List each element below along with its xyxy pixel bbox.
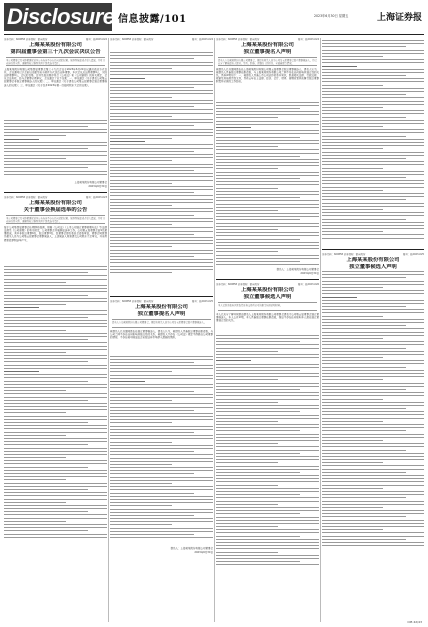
notice-title: 独立董事提名人声明 xyxy=(243,49,292,55)
article-separator xyxy=(216,279,319,280)
body-text-block xyxy=(4,266,107,566)
article-separator xyxy=(322,249,424,250)
newspaper-name: 上海证券报 xyxy=(376,13,422,23)
signature: 提名人：上海某某股份有限公司董事会 xyxy=(170,546,213,550)
security-code: 证券代码：600858 证券简称：银座股份 xyxy=(110,300,154,303)
company-name: 上海某某股份有限公司 xyxy=(241,287,294,294)
nominator-statement: 提名人上海某某股份有限公司董事会，现提名相关人员为公司第五届董事会独立董事候选人。 xyxy=(112,319,211,328)
notice-body: 被提名人已书面同意出任上海某某股份有限公司第五届董事会独立董事候选人。提名人认为，被提名人具备独立董事任职资格，与上海某某股份有限公司之间不存在任何影响其独立性的关系，具体声明如下：一、被提名人具备上市公司运作的基本知识，熟悉相关法律、行政法规、规章及其他规范性文件，具有五年以上法律、经济、会计、财务、管理或者其他履行独立董事职责所必需的工作经验。 xyxy=(216,67,319,84)
disclosure-logo: Disclosure xyxy=(4,3,112,31)
notice-body: 上海某某股份有限公司第四届董事会第三十九次会议于2023年6月29日以通讯表决方式召开，会议通知已于会前以书面及电子邮件方式送达全体董事。本次会议应出席董事9人，实际出席董事9人。会议的召集、召开及表决程序符合《公司法》和《公司章程》的有关规定，会议合法有效。经与会董事认真审议，会议通过了以下议案：一、审议通过《关于提名公司第五届董事会非独立董事候选人的议案》；二、审议通过《关于提名公司第五届董事会独立董事候选人的议案》；三、审议通过《关于召开2023年第一次临时股东大会的议案》。 xyxy=(4,67,107,87)
signature-date: 2023年6月30日 xyxy=(300,271,319,275)
column-divider xyxy=(320,38,321,622)
security-code: 证券代码：600858 证券简称：银座股份 xyxy=(216,38,260,41)
column-divider xyxy=(108,38,109,622)
nominator-statement: 提名人上海某某股份有限公司董事会，现提名相关人员为公司第五届董事会独立董事候选人，并已充分了解被提名人职业、学历、职称、详细的工作经历、全部兼职等情况。 xyxy=(218,58,317,65)
notice-number: 编号：临2023-024 xyxy=(191,38,213,41)
security-code: 证券代码：600858 证券简称：银座股份 xyxy=(4,196,48,200)
security-code: 证券代码：600858 证券简称：银座股份 xyxy=(110,38,154,41)
notice-body: 本人已充分了解并同意由提名人上海某某股份有限公司董事会提名为公司第五届董事会独立董事候选人。本人公开声明，本人具备独立董事任职资格，保证不存在任何影响本人担任独立董事独立性的关系。 xyxy=(216,312,319,323)
company-name: 上海某某股份有限公司 xyxy=(135,304,188,310)
notice-number: 编号：临2023-026 xyxy=(297,283,319,287)
notice-title: 独立董事候选人声明 xyxy=(243,294,292,301)
section-title: 信息披露/101 xyxy=(118,14,187,25)
company-name: 上海某某股份有限公司 xyxy=(346,257,400,263)
column-divider xyxy=(214,38,215,622)
column-3 xyxy=(216,38,319,622)
signature-date: 2023年6月30日 xyxy=(88,184,107,188)
body-text-block xyxy=(216,102,319,267)
column-4 xyxy=(322,38,424,622)
body-text-block xyxy=(322,40,424,245)
security-code: 证券代码：600858 证券简称：银座股份 xyxy=(4,38,48,41)
notice-body: 被提名人已书面同意出任独立董事候选人。提名人认为，被提名人具备独立董事任职资格，与公司之间不存在任何影响其独立性的关系。被提名人不存在《公司法》规定不得担任公司董事的情形，不存在被中国证监会采取证券市场禁入措施的情形。 xyxy=(110,329,213,339)
notice-number: 编号：临2023-022 xyxy=(85,38,107,41)
notice-title: 第四届董事会第三十九次会议决议公告 xyxy=(10,49,101,55)
signature-date: 2023年6月30日 xyxy=(194,550,213,554)
masthead-rule xyxy=(4,34,424,35)
notice-number: 编号：临2023-024 xyxy=(297,38,319,41)
article-separator xyxy=(4,192,107,193)
body-text-block xyxy=(110,52,213,292)
company-name: 上海某某股份有限公司 xyxy=(29,42,82,48)
notice-body: 鉴于公司第四届董事会任期即将届满，根据《公司法》《上市公司独立董事管理办法》等法律法规及《公司章程》的有关规定，公司董事会开展换届选举工作。公司第五届董事会由9名董事组成，其中非独立董事6名，独立董事3名。经董事会提名委员会资格审查，董事会同意提名相关人员为公司第五届董事会董事候选人，上述候选人尚需提交公司股东大会审议，并采用累积投票制选举产生。 xyxy=(4,225,107,242)
notice-number: 编号：临2023-025 xyxy=(402,253,424,256)
signature: 提名人：上海某某股份有限公司董事会 xyxy=(276,267,319,271)
notice-number: 编号：临2023-025 xyxy=(191,300,213,303)
article-separator xyxy=(110,296,213,297)
company-name: 上海某某股份有限公司 xyxy=(241,42,294,48)
notice-title: 独立董事候选人声明 xyxy=(349,264,397,270)
masthead xyxy=(4,3,424,33)
issue-date: 2023年6月30日 星期五 xyxy=(314,14,349,18)
security-code: 证券代码：600858 证券简称：银座股份 xyxy=(322,253,366,256)
board-statement: 本公司董事会及全体董事保证本公告内容不存在任何虚假记载、误导性陈述或者重大遗漏，并对其内容的真实性、准确性和完整性承担个别及连带责任。 xyxy=(6,58,105,65)
notice-number: 编号：临2023-023 xyxy=(85,196,107,200)
column-2 xyxy=(110,38,213,622)
notice-title: 关于董事会换届选举的公告 xyxy=(23,207,88,214)
board-statement: 本公司董事会及全体董事保证本公告内容不存在任何虚假记载、误导性陈述或者重大遗漏，并对其内容的真实性、准确性和完整性承担个别及连带责任。 xyxy=(6,216,105,223)
company-name: 上海某某股份有限公司 xyxy=(29,200,82,207)
body-text-block xyxy=(216,335,319,585)
body-text-block xyxy=(110,356,213,546)
signature: 上海某某股份有限公司董事会 xyxy=(74,180,107,184)
body-text-block xyxy=(322,271,424,571)
security-code: 证券代码：600858 证券简称：银座股份 xyxy=(216,283,260,287)
column-1 xyxy=(4,38,107,622)
notice-title: 独立董事提名人声明 xyxy=(137,311,186,317)
body-text-block xyxy=(4,120,107,180)
security-code-line xyxy=(110,38,213,42)
candidate-statement: 本人已经参加培训并取得证券交易所认可的相关培训证明材料。 xyxy=(218,302,317,311)
page-code: CIB 42/43 xyxy=(407,620,422,624)
